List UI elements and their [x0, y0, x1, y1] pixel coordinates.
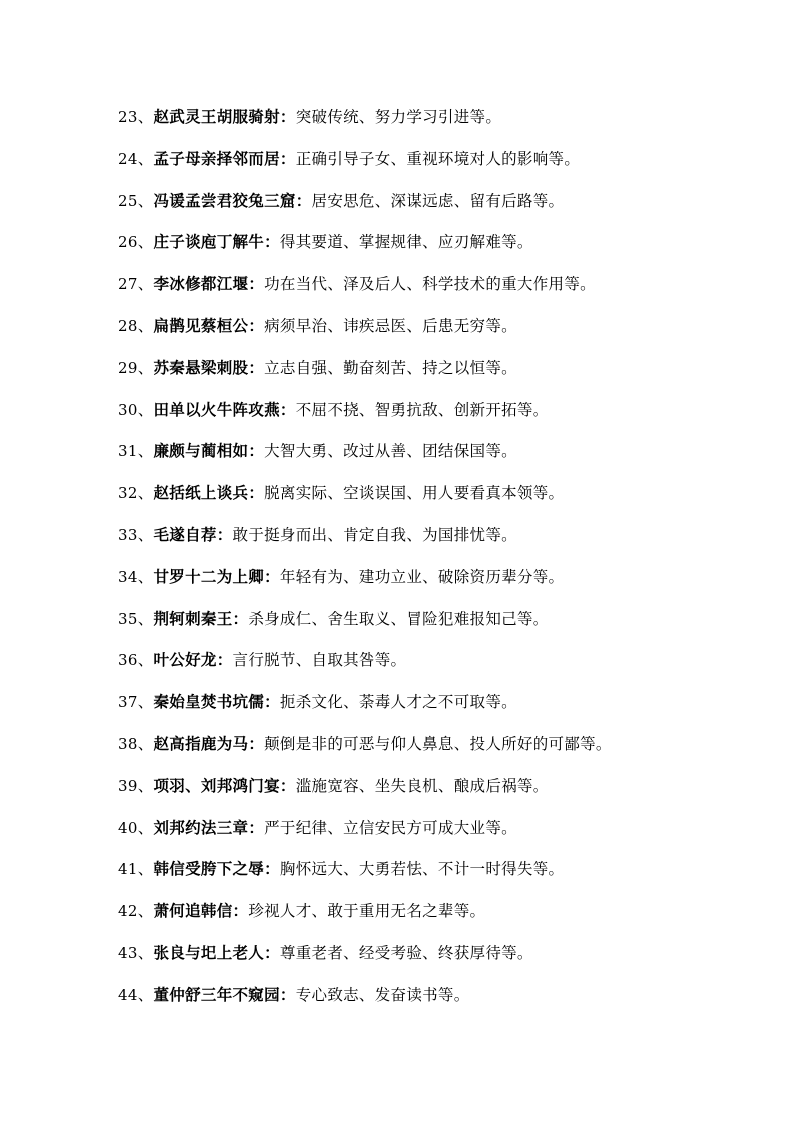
list-item — [118, 313, 718, 355]
entry-colon: ： — [248, 274, 265, 294]
entry-number: 24 — [118, 149, 138, 168]
entry-number-separator: 、 — [137, 525, 154, 544]
entry-colon: ： — [264, 566, 280, 586]
entry-colon: ： — [248, 483, 265, 503]
entry-colon: ： — [248, 315, 265, 335]
list-item — [118, 397, 718, 439]
entry-number: 36 — [118, 651, 138, 670]
entry-colon: ： — [248, 441, 265, 461]
entry-number-separator: 、 — [137, 275, 154, 294]
list-item — [118, 480, 718, 522]
entry-number: 31 — [118, 442, 138, 461]
entry-title: 秦始皇焚书坑儒 — [153, 692, 265, 712]
entry-number-separator: 、 — [137, 860, 154, 879]
entry-number: 34 — [118, 567, 138, 586]
entry-moral: 功在当代、泽及后人、科学技术的重大作用等。 — [264, 275, 596, 294]
list-item — [118, 731, 718, 773]
entry-number: 27 — [118, 275, 138, 294]
list-item — [118, 271, 718, 313]
entry-title: 扁鹊见蔡桓公 — [153, 315, 249, 335]
entry-title: 毛遂自荐 — [153, 524, 217, 544]
entry-number: 30 — [118, 400, 138, 419]
entry-number-separator: 、 — [137, 108, 154, 126]
entry-moral: 胸怀远大、大勇若怯、不计一时得失等。 — [279, 860, 565, 879]
entry-moral: 脱离实际、空谈误国、用人要看真本领等。 — [264, 484, 565, 503]
entry-number: 25 — [118, 191, 138, 210]
entry-number-separator: 、 — [137, 609, 154, 628]
entry-colon: ： — [279, 107, 296, 126]
entry-colon: ： — [264, 692, 280, 712]
entry-title: 田单以火牛阵攻燕 — [153, 399, 280, 419]
entry-moral: 病须早治、讳疾忌医、后患无穷等。 — [264, 316, 517, 335]
entry-title: 赵武灵王胡服骑射 — [153, 107, 280, 126]
entry-number-separator: 、 — [137, 776, 154, 795]
entry-title: 董仲舒三年不窥园 — [153, 984, 280, 1004]
entry-number-separator: 、 — [137, 484, 154, 503]
entry-number-separator: 、 — [137, 943, 154, 962]
entry-moral: 得其要道、掌握规律、应刃解难等。 — [279, 233, 533, 252]
list-item — [118, 606, 718, 648]
entry-title: 赵括纸上谈兵 — [153, 483, 249, 503]
entry-number: 28 — [118, 316, 138, 335]
entry-number-separator: 、 — [137, 985, 154, 1004]
list-item — [118, 438, 718, 480]
entry-moral: 正确引导子女、重视环境对人的影响等。 — [295, 149, 581, 168]
entry-title: 孟子母亲择邻而居 — [153, 148, 280, 168]
entry-title: 赵高指鹿为马 — [153, 733, 249, 753]
list-item — [118, 982, 718, 1024]
list-item — [118, 689, 718, 731]
entry-colon: ： — [216, 650, 233, 670]
entry-moral: 敢于挺身而出、肯定自我、为国排忧等。 — [232, 525, 517, 544]
list-item — [118, 146, 718, 188]
entry-title: 廉颇与蔺相如 — [153, 441, 249, 461]
entry-title: 荆轲刺秦王 — [153, 608, 233, 628]
entry-colon: ： — [232, 901, 249, 921]
list-item — [118, 564, 718, 606]
entry-number-separator: 、 — [137, 316, 154, 335]
entry-number-separator: 、 — [137, 693, 154, 712]
entry-number: 35 — [118, 609, 138, 628]
entry-number: 43 — [118, 943, 138, 962]
entry-colon: ： — [232, 608, 249, 628]
entry-title: 张良与圯上老人 — [153, 942, 265, 962]
entry-colon: ： — [279, 148, 296, 168]
entry-number-separator: 、 — [137, 400, 154, 419]
entry-number: 40 — [118, 818, 138, 837]
entry-moral: 颠倒是非的可恶与仰人鼻息、投人所好的可鄙等。 — [264, 734, 612, 753]
entry-moral: 突破传统、努力学习引进等。 — [295, 108, 502, 126]
entry-number-separator: 、 — [137, 149, 154, 168]
entry-number: 23 — [118, 108, 138, 126]
entry-number: 33 — [118, 525, 138, 544]
entry-moral: 扼杀文化、荼毒人才之不可取等。 — [279, 693, 517, 712]
list-item — [118, 522, 718, 564]
entry-title: 韩信受胯下之辱 — [153, 859, 265, 879]
entry-colon: ： — [248, 733, 265, 753]
entry-number-separator: 、 — [137, 902, 154, 921]
entry-title: 叶公好龙 — [153, 650, 217, 670]
idiom-story-list — [118, 104, 718, 1024]
entry-number-separator: 、 — [137, 818, 154, 837]
entry-title: 刘邦约法三章 — [153, 817, 249, 837]
entry-moral: 立志自强、勤奋刻苦、持之以恒等。 — [264, 358, 517, 377]
list-item — [118, 773, 718, 815]
entry-number: 29 — [118, 358, 138, 377]
entry-colon: ： — [216, 524, 233, 544]
entry-moral: 大智大勇、改过从善、团结保国等。 — [264, 442, 517, 461]
entry-moral: 专心致志、发奋读书等。 — [295, 985, 470, 1004]
entry-colon: ： — [264, 232, 280, 252]
entry-title: 萧何追韩信 — [153, 901, 233, 921]
entry-moral: 严于纪律、立信安民方可成大业等。 — [264, 818, 517, 837]
entry-number: 42 — [118, 902, 138, 921]
entry-colon: ： — [264, 942, 280, 962]
list-item — [118, 355, 718, 397]
entry-number-separator: 、 — [137, 651, 154, 670]
entry-colon: ： — [295, 190, 312, 210]
list-item — [118, 815, 718, 857]
entry-moral: 不屈不挠、智勇抗敌、创新开拓等。 — [295, 400, 549, 419]
entry-title: 李冰修都江堰 — [153, 274, 249, 294]
entry-number: 44 — [118, 985, 138, 1004]
entry-colon: ： — [279, 399, 296, 419]
entry-number: 37 — [118, 693, 138, 712]
entry-number: 38 — [118, 734, 138, 753]
entry-number: 39 — [118, 776, 138, 795]
entry-colon: ： — [248, 357, 265, 377]
list-item — [118, 940, 718, 982]
entry-colon: ： — [248, 817, 265, 837]
list-item — [118, 898, 718, 940]
entry-number-separator: 、 — [137, 442, 154, 461]
entry-number-separator: 、 — [137, 233, 154, 252]
entry-number: 41 — [118, 860, 138, 879]
entry-moral: 尊重老者、经受考验、终获厚待等。 — [279, 943, 533, 962]
entry-title: 甘罗十二为上卿 — [153, 566, 265, 586]
entry-number-separator: 、 — [137, 734, 154, 753]
entry-colon: ： — [264, 859, 280, 879]
entry-title: 苏秦悬梁刺股 — [153, 357, 249, 377]
entry-title: 冯谖孟尝君狡兔三窟 — [153, 190, 296, 210]
entry-number: 26 — [118, 233, 138, 252]
entry-number-separator: 、 — [137, 358, 154, 377]
list-item — [118, 229, 718, 271]
entry-number: 32 — [118, 484, 138, 503]
list-item — [118, 188, 718, 230]
entry-title: 庄子谈庖丁解牛 — [153, 232, 265, 252]
entry-number-separator: 、 — [137, 191, 154, 210]
list-item — [118, 856, 718, 898]
entry-moral: 珍视人才、敢于重用无名之辈等。 — [248, 902, 486, 921]
entry-colon: ： — [279, 775, 296, 795]
entry-moral: 年轻有为、建功立业、破除资历辈分等。 — [279, 567, 565, 586]
entry-title: 项羽、刘邦鸿门宴 — [153, 775, 280, 795]
entry-moral: 言行脱节、自取其咎等。 — [232, 651, 407, 670]
entry-moral: 居安思危、深谋远虑、留有后路等。 — [311, 191, 565, 210]
list-item — [118, 104, 718, 146]
entry-colon: ： — [279, 984, 296, 1004]
entry-number-separator: 、 — [137, 567, 154, 586]
entry-moral: 杀身成仁、舍生取义、冒险犯难报知己等。 — [248, 609, 549, 628]
list-item — [118, 647, 718, 689]
entry-moral: 滥施宽容、坐失良机、酿成后祸等。 — [295, 776, 549, 795]
